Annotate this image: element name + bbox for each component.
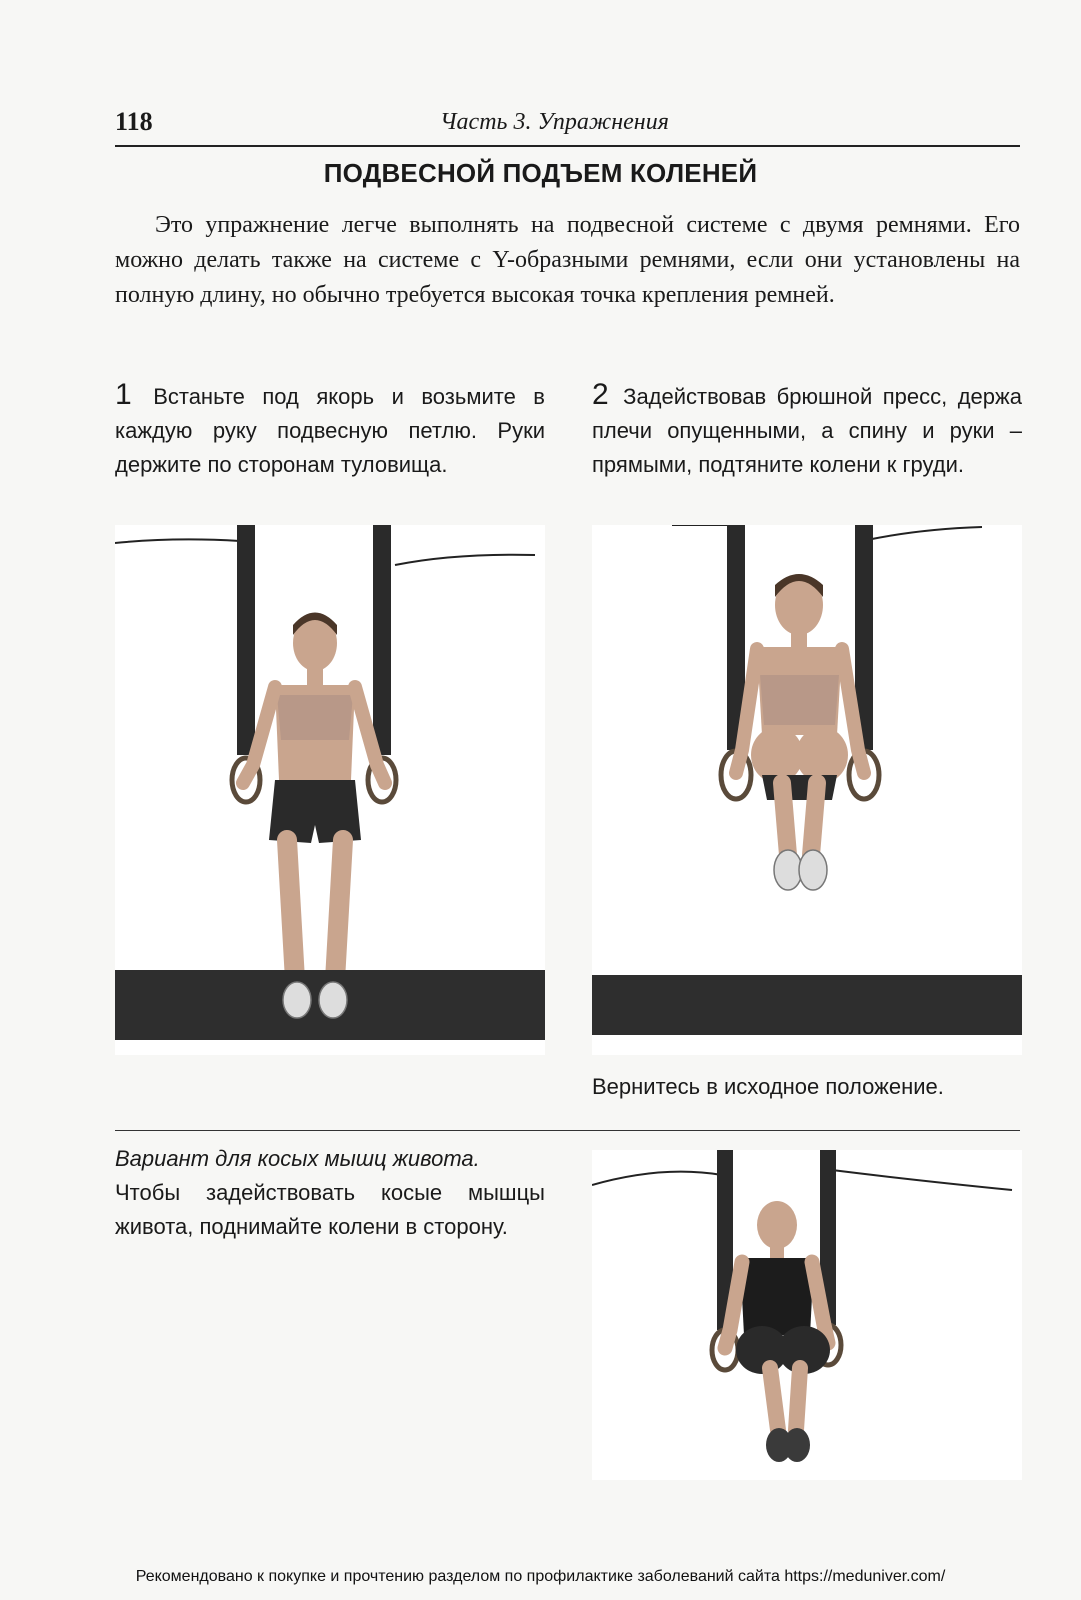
page-number: 118 bbox=[115, 107, 153, 136]
photo-oblique-illustration bbox=[592, 1150, 1022, 1480]
page-header bbox=[115, 105, 1020, 147]
return-instruction: Вернитесь в исходное положение. bbox=[592, 1074, 944, 1099]
exercise-title: ПОДВЕСНОЙ ПОДЪЕМ КОЛЕНЕЙ bbox=[323, 158, 758, 188]
variant-block bbox=[115, 1142, 545, 1244]
step-1-number: 1 bbox=[115, 378, 132, 411]
step-1-text: Встаньте под якорь и возьмите в каждую руку подвесную петлю. Руки держите по сторонам туловища. bbox=[115, 384, 545, 477]
step-2-text: Задействовав брюшной пресс, держа плечи опущенными, а спину и руки – прямыми, подтяните колени к груди. bbox=[592, 384, 1022, 477]
section-divider bbox=[115, 1130, 1020, 1131]
variant-text: Чтобы задействовать косые мышцы живота, поднимайте колени в сторону. bbox=[115, 1180, 545, 1239]
variant-label: Вариант для косых мышц живота. bbox=[115, 1146, 480, 1171]
step-2 bbox=[592, 378, 1022, 482]
photo-knees-up-position bbox=[592, 525, 1022, 1055]
step-2-number: 2 bbox=[592, 378, 609, 411]
photo-oblique-variant bbox=[592, 1150, 1022, 1480]
photo-start-position bbox=[115, 525, 545, 1055]
running-head: Часть 3. Упражнения bbox=[440, 109, 669, 135]
photo-knees-up-illustration bbox=[592, 525, 1022, 1055]
photo-start-illustration bbox=[115, 525, 545, 1055]
intro-paragraph: Это упражнение легче выполнять на подвесной системе с двумя ремнями. Его можно делать также на системе с Y-образными ремнями, если они установлены на полную длину, но обычно требуется высокая точка крепления ремней. bbox=[115, 212, 1020, 308]
step-1 bbox=[115, 378, 545, 482]
footer-note: Рекомендовано к покупке и прочтению разделом по профилактике заболеваний сайта https://meduniver.com/ bbox=[135, 1568, 946, 1585]
